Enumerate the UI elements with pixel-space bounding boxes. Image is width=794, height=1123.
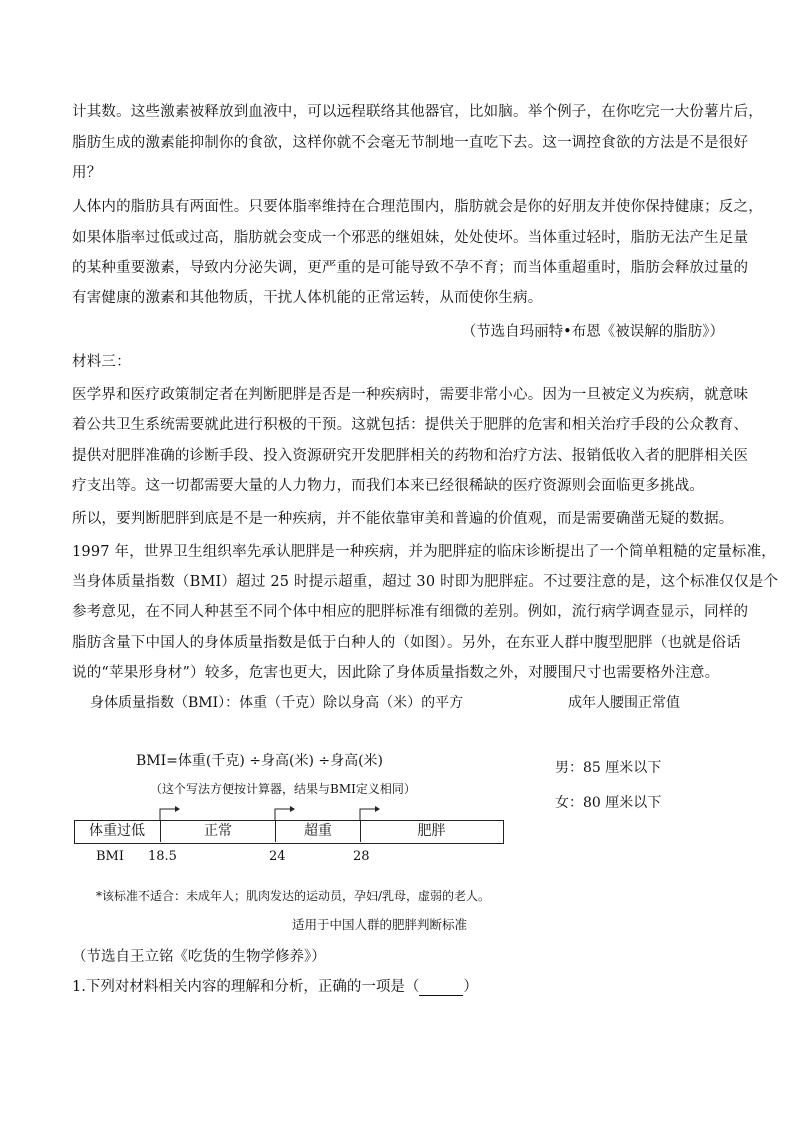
- tick-24: 24: [269, 849, 286, 864]
- threshold-arrows-icon: [155, 804, 415, 824]
- waist-male: 男：85 厘米以下: [555, 760, 662, 776]
- para5-line3: 参考意见，在不同人种甚至不同个体中相应的肥胖标准有细微的差别。例如，流行病学调查显示，同样的: [72, 604, 749, 620]
- question-1: [72, 975, 478, 996]
- waist-female: 女：80 厘米以下: [555, 795, 662, 811]
- source-citation-2: （节选自王立铭《吃货的生物学修养》）: [72, 949, 326, 965]
- para3-line3: 提供对肥胖准确的诊断手段、投入资源研究开发肥胖相关的药物和治疗方法、报销低收入者的肥胖相关医: [72, 448, 749, 464]
- para1-line3: 用？: [72, 165, 102, 181]
- para1-line2: 脂肪生成的激素能抑制你的食欲，这样你就不会毫无节制地一直吃下去。这一调控食欲的方法是不是很好: [72, 135, 749, 151]
- answer-blank[interactable]: [419, 979, 463, 996]
- para5-line4: 脂肪含量下中国人的身体质量指数是低于白种人的（如图）。另外，在东亚人群中腹型肥胖（也就是俗话: [72, 635, 741, 651]
- formula-note: （这个写法方便按计算器，结果与BMI定义相同）: [150, 782, 416, 796]
- segment-normal: 正常: [204, 823, 232, 839]
- segment-underweight: 体重过低: [89, 823, 145, 839]
- question-1-text: 1.下列对材料相关内容的理解和分析，正确的一项是（: [72, 979, 420, 995]
- bmi-definition: 身体质量指数（BMI）：体重（千克）除以身高（米）的平方: [90, 695, 464, 711]
- para4: 所以，要判断肥胖到底是不是一种疾病，并不能依靠审美和普遍的价值观，而是需要确凿无疑的数据。: [72, 511, 734, 527]
- axis-label-bmi: BMI: [96, 849, 124, 864]
- tick-18-5: 18.5: [148, 849, 177, 864]
- waist-title: 成年人腰围正常值: [568, 695, 680, 711]
- para1-line1: 计其数。这些激素被释放到血液中，可以远程联络其他器官，比如脑。举个例子，在你吃完一大份薯片后，: [72, 104, 763, 120]
- tick-28: 28: [353, 849, 370, 864]
- para5-line5: 说的“苹果形身材”）较多，危害也更大，因此除了身体质量指数之外，对腰围尺寸也需要格外注意。: [72, 665, 720, 681]
- segment-obese: 肥胖: [417, 823, 446, 839]
- source-citation-1: （节选自玛丽特•布恩《被误解的脂肪》）: [461, 324, 724, 340]
- bmi-formula: BMI=体重(千克) ÷身高(米) ÷身高(米): [136, 753, 384, 769]
- figure-footnote: *该标准不适合：未成年人；肌肉发达的运动员，孕妇/乳母，虚弱的老人。: [96, 889, 491, 903]
- segment-overweight: 超重: [304, 823, 332, 839]
- para3-line4: 疗支出等。这一切都需要大量的人力物力，而我们本来已经很稀缺的医疗资源则会面临更多挑战。: [72, 478, 705, 494]
- figure-caption: 适用于中国人群的肥胖判断标准: [292, 917, 468, 932]
- para2-line4: 有害健康的激素和其他物质，干扰人体机能的正常运转，从而使你生病。: [72, 290, 543, 306]
- question-1-close: ）: [463, 979, 478, 995]
- para2-line1: 人体内的脂肪具有两面性。只要体脂率维持在合理范围内，脂肪就会是你的好朋友并使你保持健康；反之，: [72, 199, 763, 215]
- para5-line2: 当身体质量指数（BMI）超过 25 时提示超重，超过 30 时即为肥胖症。不过要注意的是，这个标准仅仅是个: [72, 574, 779, 590]
- para2-line3: 的某种重要激素，导致内分泌失调，更严重的是可能导致不孕不育；而当体重超重时，脂肪会释放过量的: [72, 260, 749, 276]
- para2-line2: 如果体脂率过低或过高，脂肪就会变成一个邪恶的继姐妹，处处使坏。当体重过轻时，脂肪无法产生足量: [72, 230, 749, 246]
- para3-line1: 医学界和医疗政策制定者在判断肥胖是否是一种疾病时，需要非常小心。因为一旦被定义为疾病，就意味: [72, 387, 749, 403]
- para3-line2: 着公共卫生系统需要就此进行积极的干预。这就包括：提供关于肥胖的危害和相关治疗手段的公众教育、: [72, 417, 749, 433]
- section-heading-material-3: 材料三：: [72, 354, 131, 370]
- para5-line1: 1997 年，世界卫生组织率先承认肥胖是一种疾病，并为肥胖症的临床诊断提出了一个简单粗糙的定量标准，: [72, 544, 777, 560]
